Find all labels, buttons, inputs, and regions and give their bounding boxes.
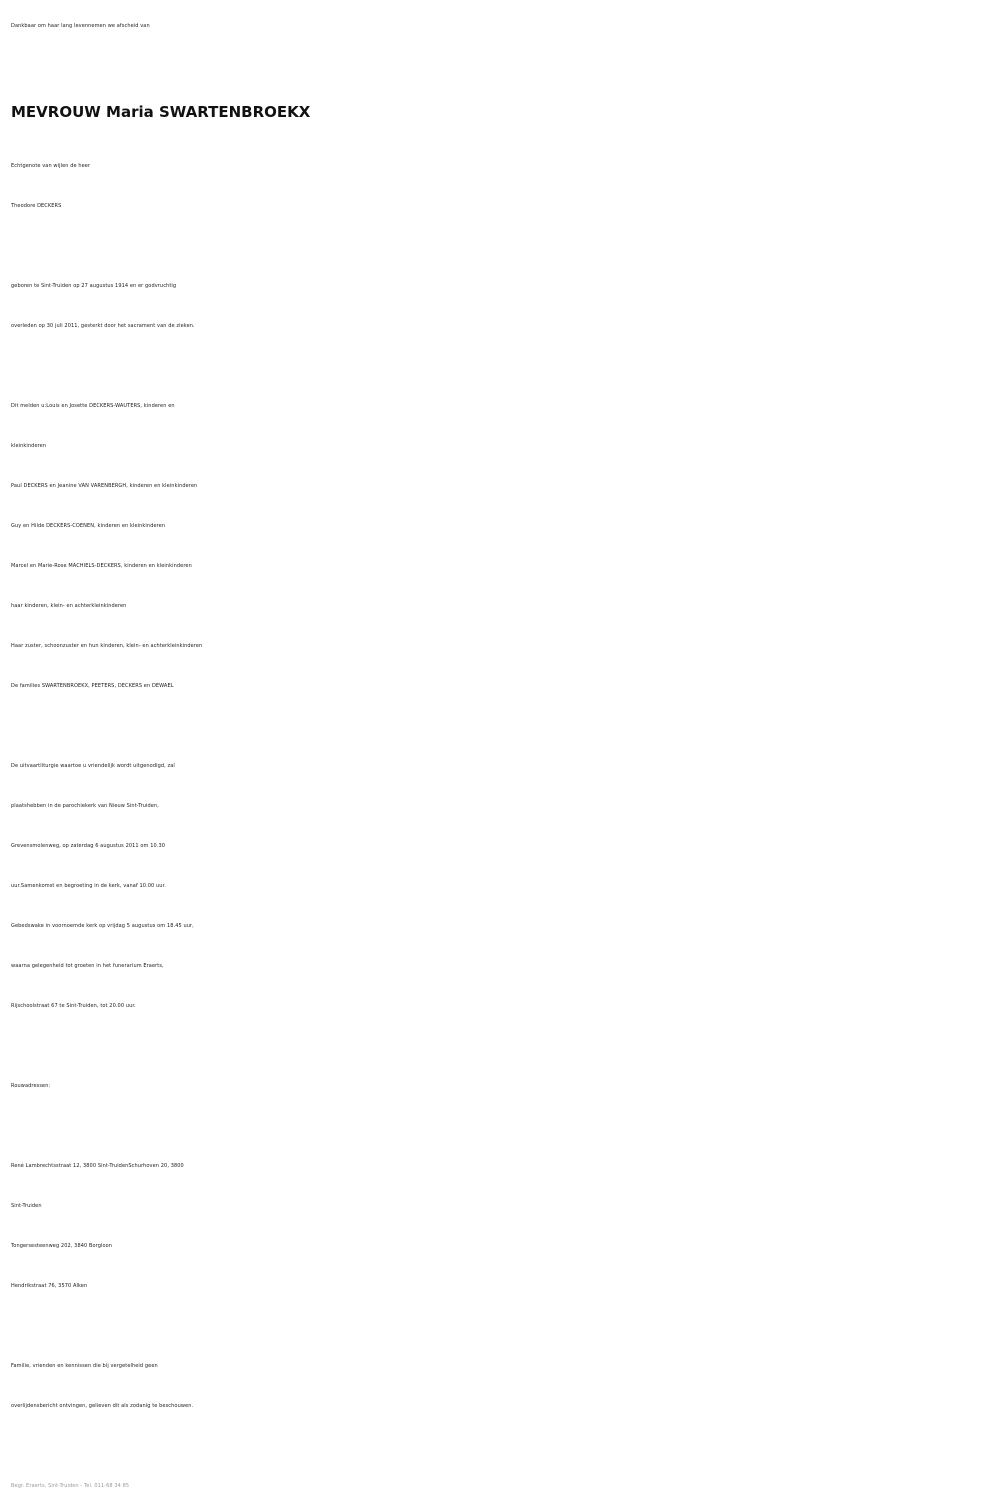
- funeral-line: waarna gelegenheid tot groeten in het funerarium Eraerts,: [11, 963, 164, 969]
- announced-by-line: Guy en Hilde DECKERS-COENEN, kinderen en kleinkinderen: [11, 523, 166, 529]
- spacer: [11, 346, 996, 386]
- address-line: Hendrikstraat 76, 3570 Alken: [11, 1283, 88, 1289]
- funeral-line: uur.Samenkomst en begroeting in de kerk, vanaf 10.00 uur.: [11, 883, 166, 889]
- spouse-line: Theodore DECKERS: [11, 203, 62, 209]
- funeral-line: Rijschoolstraat 67 te Sint-Truiden, tot 20.00 uur.: [11, 1003, 136, 1009]
- deceased-name: MEVROUW Maria SWARTENBROEKX: [11, 103, 311, 121]
- condolence-addresses-section: [11, 1146, 996, 1306]
- birth-death-line: overleden op 30 juli 2011, gesterkt door het sacrament van de zieken.: [11, 323, 195, 329]
- spouse-line: Echtgenote van wijlen de heer: [11, 163, 91, 169]
- spouse-section: [11, 146, 996, 226]
- address-line: René Lambrechtsstraat 12, 3800 Sint-TruidenSchurhoven 20, 3800: [11, 1163, 184, 1169]
- funeral-line: Gebedswake in voornoemde kerk op vrijdag 5 augustus om 18.45 uur,: [11, 923, 194, 929]
- address-line: Tongersesteenweg 202, 3840 Borgloon: [11, 1243, 113, 1249]
- announced-by-line: Dit melden u:Louis en Josette DECKERS-WAUTERS, kinderen en: [11, 403, 175, 409]
- spacer: [11, 706, 996, 746]
- announced-by-line: De families SWARTENBROEKX, PEETERS, DECKERS en DEWAEL: [11, 683, 174, 689]
- funeral-line: De uitvaartliturgie waartoe u vriendelijk wordt uitgenodigd, zal: [11, 763, 175, 769]
- announced-by-section: [11, 386, 996, 706]
- spacer: [11, 1306, 996, 1346]
- closing-line: overlijdensbericht ontvingen, gelieven dit als zodanig te beschouwen.: [11, 1403, 194, 1409]
- birth-death-line: geboren te Sint-Truiden op 27 augustus 1914 en er godvruchtig: [11, 283, 177, 289]
- funeral-home-footer: Begr. Eraerts, Sint-Truiden - Tel. 011-68 34 85: [11, 1483, 130, 1489]
- condolence-heading: Rouwadressen:: [11, 1083, 51, 1089]
- birth-death-section: [11, 266, 996, 346]
- funeral-section: [11, 746, 996, 1026]
- obituary-notice: [11, 0, 996, 1506]
- spacer: [11, 1426, 996, 1466]
- closing-section: [11, 1346, 996, 1426]
- intro-text: Dankbaar om haar lang levennemen we afscheid van: [11, 23, 150, 29]
- spacer: [11, 1026, 996, 1066]
- announced-by-line: Marcel en Marie-Rose MACHIELS-DECKERS, kinderen en kleinkinderen: [11, 563, 192, 569]
- closing-line: Familie, vrienden en kennissen die bij vergetelheid geen: [11, 1363, 158, 1369]
- announced-by-line: Paul DECKERS en Jeanine VAN VARENBERGH, kinderen en kleinkinderen: [11, 483, 198, 489]
- funeral-line: plaatshebben in de parochiekerk van Nieuw Sint-Truiden,: [11, 803, 159, 809]
- funeral-line: Grevensmolenweg, op zaterdag 6 augustus 2011 om 10.30: [11, 843, 166, 849]
- address-line: Sint-Truiden: [11, 1203, 42, 1209]
- announced-by-line: kleinkinderen: [11, 443, 47, 449]
- spacer: [11, 1106, 996, 1146]
- spacer: [11, 226, 996, 266]
- announced-by-line: haar kinderen, klein- en achterkleinkinderen: [11, 603, 127, 609]
- announced-by-line: Haar zuster, schoonzuster en hun kinderen, klein- en achterkleinkinderen: [11, 643, 203, 649]
